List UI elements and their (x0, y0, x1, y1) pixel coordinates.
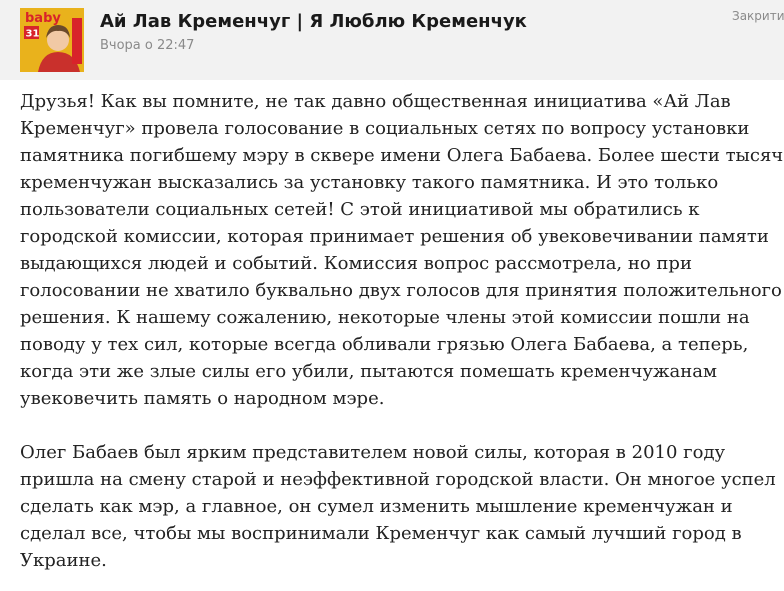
post-paragraph-1: Друзья! Как вы помните, не так давно общественная инициатива «Ай Лав Кременчуг» провела голосование в социальных сетях по вопросу установки памятника погибшему мэру в сквере имени Олега Бабаева. Более шести тысяч кременчужан высказались за установку такого памятника. И это только пользователи социальных сетей! С этой инициативой мы обратились к городской комиссии, которая принимает решения об увековечивании памяти выдающихся людей и событий. Комиссия вопрос рассмотрела, но при голосовании не хватило буквально двух голосов для принятия положительного решения. К нашему сожалению, некоторые члены этой комиссии пошли на поводу у тех сил, которые всегда обливали грязью Олега Бабаева, а теперь, когда эти же злые силы его убили, пытаются помешать кременчужанам увековечить память о народном мэре. (20, 91, 784, 409)
post-header (0, 0, 784, 80)
page-title[interactable]: Ай Лав Кременчуг | Я Люблю Кременчук (100, 11, 527, 32)
page-avatar[interactable] (20, 8, 84, 72)
avatar-number: 31 (25, 28, 40, 40)
post-paragraph-2: Олег Бабаев был ярким представителем новой силы, которая в 2010 году пришла на смену старой и неэффективной городской власти. Он многое успел сделать как мэр, а главное, он сумел изменить мышление кременчужан и сделал все, чтобы мы воспринимали Кременчуг как самый лучший город в Украине. (20, 442, 776, 571)
post-timestamp[interactable]: Вчора о 22:47 (100, 38, 195, 53)
post-body (20, 88, 784, 574)
close-button[interactable]: Закрити (732, 9, 784, 23)
avatar-magazine-strip (72, 18, 82, 64)
avatar-logo-text: baby (25, 11, 61, 26)
